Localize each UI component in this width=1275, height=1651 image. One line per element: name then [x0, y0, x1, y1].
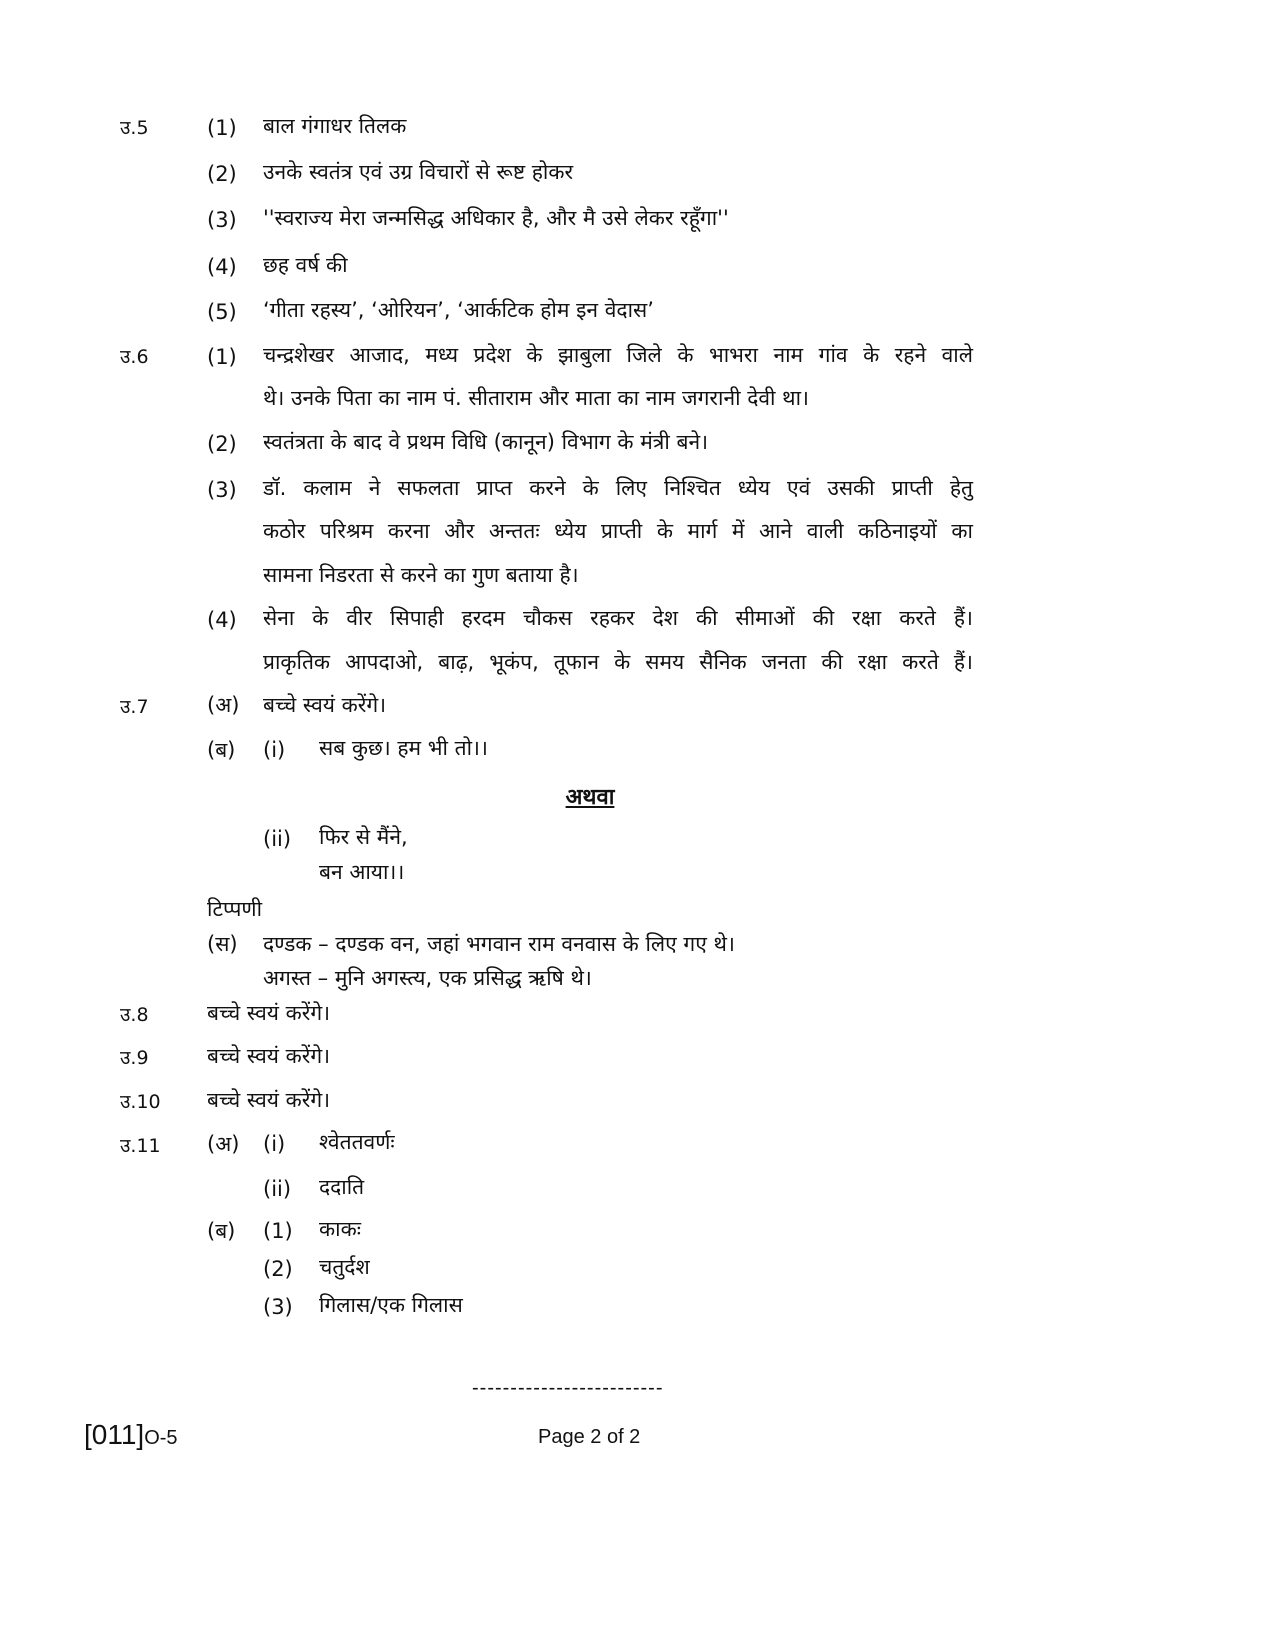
answer-text: बच्चे स्वयं करेंगे।	[207, 1001, 331, 1025]
answer-text: फिर से मैंने,	[319, 825, 408, 849]
question-label: उ.11	[120, 1135, 161, 1157]
item-number: (1)	[207, 345, 237, 369]
item-number: (1)	[263, 1219, 293, 1243]
paper-code	[84, 1418, 178, 1455]
item-number: (3)	[207, 478, 237, 502]
answer-text: श्वेततवर्णः	[319, 1130, 395, 1154]
answer-text: छह वर्ष की	[263, 253, 348, 277]
item-number: (3)	[207, 208, 237, 232]
answer-text: थे। उनके पिता का नाम पं. सीताराम और माता का नाम जगरानी देवी था।	[263, 386, 809, 410]
answer-text: उनके स्वतंत्र एवं उग्र विचारों से रूष्ट होकर	[263, 160, 574, 184]
item-number: (अ)	[207, 1132, 240, 1156]
or-heading: अथवा	[565, 785, 615, 810]
answer-text: सामना निडरता से करने का गुण बताया है।	[263, 563, 579, 587]
question-label: उ.5	[120, 117, 149, 139]
item-number: (2)	[207, 432, 237, 456]
answer-text: चतुर्दश	[319, 1255, 370, 1279]
answer-text: सब कुछ। हम भी तो।।	[319, 736, 488, 760]
item-number: (5)	[207, 300, 237, 324]
item-number: (अ)	[207, 693, 240, 717]
answer-text: सेना के वीर सिपाही हरदम चौकस रहकर देश की सीमाओं की रक्षा करते हैं।	[263, 606, 973, 630]
question-label: उ.7	[120, 696, 149, 718]
item-number: (i)	[263, 738, 286, 762]
item-number: (स)	[207, 932, 238, 956]
page-number: Page 2 of 2	[538, 1426, 641, 1448]
item-number: (1)	[207, 116, 237, 140]
answer-text: कठोर परिश्रम करना और अन्ततः ध्येय प्राप्ती के मार्ग में आने वाली कठिनाइयों का	[263, 519, 973, 543]
answer-text: बच्चे स्वयं करेंगे।	[207, 1044, 331, 1068]
question-label: उ.9	[120, 1047, 149, 1069]
item-number: (4)	[207, 255, 237, 279]
item-number: (ब)	[207, 1219, 236, 1243]
answer-text: गिलास/एक गिलास	[319, 1293, 463, 1317]
answer-text: बाल गंगाधर तिलक	[263, 114, 407, 138]
item-number: (2)	[263, 1257, 293, 1281]
answer-text: दण्डक – दण्डक वन, जहां भगवान राम वनवास के लिए गए थे।	[263, 932, 735, 956]
answer-text: काकः	[319, 1217, 361, 1241]
answer-text: ददाति	[319, 1175, 365, 1199]
question-label: उ.6	[120, 346, 149, 368]
question-label: उ.10	[120, 1091, 161, 1113]
answer-text: चन्द्रशेखर आजाद, मध्य प्रदेश के झाबुला जिले के भाभरा नाम गांव के रहने वाले	[263, 343, 973, 367]
item-number: (3)	[263, 1295, 293, 1319]
item-number: (4)	[207, 608, 237, 632]
answer-text: प्राकृतिक आपदाओ, बाढ़, भूकंप, तूफान के समय सैनिक जनता की रक्षा करते हैं।	[263, 650, 973, 674]
answer-text: ‘गीता रहस्य’, ‘ओरियन’, ‘आर्कटिक होम इन वेदास’	[263, 298, 654, 322]
answer-text: डॉ. कलाम ने सफलता प्राप्त करने के लिए निश्चित ध्येय एवं उसकी प्राप्ती हेतु	[263, 476, 973, 500]
answer-text: बच्चे स्वयं करेंगे।	[207, 1088, 331, 1112]
question-label: उ.8	[120, 1004, 149, 1026]
paper-code-main: [011]	[84, 1419, 145, 1450]
paper-code-suffix: O-5	[144, 1427, 178, 1449]
answer-text: बन आया।।	[319, 860, 405, 884]
answer-text: स्वतंत्रता के बाद वे प्रथम विधि (कानून) विभाग के मंत्री बने।	[263, 430, 709, 454]
answer-text: ''स्वराज्य मेरा जन्मसिद्ध अधिकार है, और मै उसे लेकर रहूँगा''	[263, 206, 729, 230]
item-number: (ii)	[263, 827, 292, 851]
item-number: (i)	[263, 1132, 286, 1156]
item-number: (ii)	[263, 1177, 292, 1201]
item-number: (2)	[207, 162, 237, 186]
answer-text: अगस्त – मुनि अगस्त्य, एक प्रसिद्ध ऋषि थे।	[263, 966, 592, 990]
separator-line: -------------------------	[472, 1377, 664, 1399]
answer-text: बच्चे स्वयं करेंगे।	[263, 693, 387, 717]
item-number: (ब)	[207, 738, 236, 762]
note-label: टिप्पणी	[207, 897, 263, 921]
